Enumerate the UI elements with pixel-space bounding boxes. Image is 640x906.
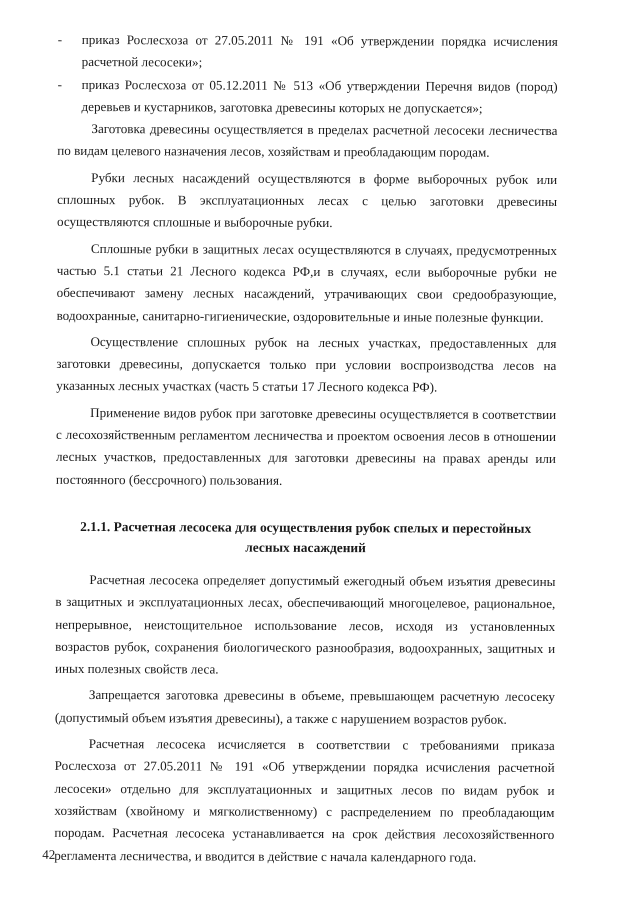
paragraph: Осуществление сплошных рубок на лесных участках, предоставленных для заготовки древесины, допускается только при условии воспроизводства лесов на указанных лесных участках (часть 5 статьи 17 Лесного кодекса РФ).: [56, 333, 557, 395]
list-bullet: -: [57, 31, 63, 47]
paragraph: Расчетная лесосека определяет допустимый ежегодный объем изъятия древесины в защитных и эксплуатационных лесах, обеспечивающий многоцелевое, рациональное, непрерывное, неистощительное использование лесов, исходя из установленных возрастов рубок, сохранения биологического разнообразия, водоохранных, защитных и иных полезных свойств леса.: [55, 571, 556, 677]
page-content: [54, 29, 558, 869]
list-item: [57, 73, 557, 120]
page-number: 42: [42, 846, 56, 862]
list-bullet: -: [57, 76, 63, 92]
list-item: [58, 29, 558, 76]
paragraph: Заготовка древесины осуществляется в пределах расчетной лесосеки лесничества по видам целевого назначения лесов, хозяйствам и преобладающим породам.: [57, 121, 558, 161]
section-heading: 2.1.1. Расчетная лесосека для осуществления рубок спелых и перестойных лесных насаждений: [80, 518, 532, 556]
paragraph: Рубки лесных насаждений осуществляются в форме выборочных рубок или сплошных рубок. В эксплуатационных лесах с целью заготовки древесины осуществляются сплошные и выборочные рубки.: [56, 169, 558, 231]
paragraph: Запрещается заготовка древесины в объеме, превышающем расчетную лесосеку (допустимый объем изъятия древесины), а также с нарушением возрастов рубок.: [54, 687, 555, 727]
list-item-text: приказ Рослесхоза от 05.12.2011 № 513 «Об утверждении Перечня видов (пород) деревьев и кустарников, заготовка древесины которых не допускается»;: [81, 76, 558, 116]
paragraph: Расчетная лесосека исчисляется в соответствии с требованиями приказа Рослесхоза от 27.05.2011 № 191 «Об утверждении порядка исчисления расчетной лесосеки» отдельно для эксплуатационных и защитных лесов по видам рубок и хозяйствам (хвойному и мягколиственному) с распределением по преобладающим породам. Расчетная лесосека устанавливается на срок действия лесохозяйственного регламента лесничества, и вводится в действие с начала календарного года.: [54, 736, 555, 865]
list-item-text: приказ Рослесхоза от 27.05.2011 № 191 «Об утверждении порядка исчисления расчетной лесосеки»;: [81, 31, 558, 70]
paragraph: Применение видов рубок при заготовке древесины осуществляется в соответствии с лесохозяйственным регламентом лесничества и проектом освоения лесов в отношении лесных участков, предоставленных для заготовки древесины на правах аренды или постоянного (бессрочного) пользования.: [55, 404, 557, 488]
paragraph: Сплошные рубки в защитных лесах осуществляются в случаях, предусмотренных частью 5.1 статьи 21 Лесного кодекса РФ,и в случаях, если выборочные рубки не обеспечивают замену лесных насаждений, утрачивающих свои средообразующие, водоохранные, санитарно-гигиенические, оздоровительные и иные полезные функции.: [56, 240, 557, 325]
